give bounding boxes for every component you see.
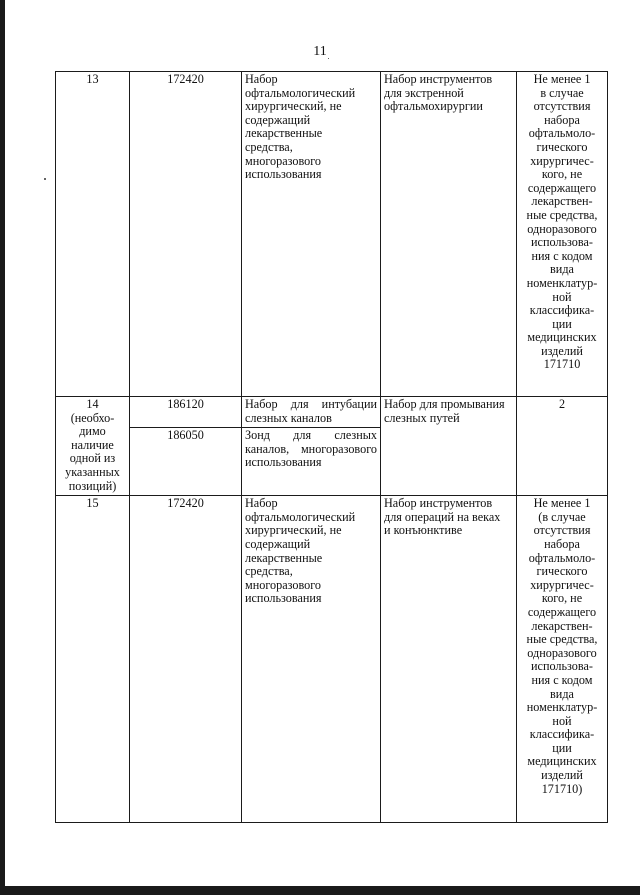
item-name: Набор офтальмологический хирургический, не содержащий лекарственные средства, многоразового использования xyxy=(242,496,381,823)
scan-edge-left xyxy=(0,0,5,895)
scan-edge-bottom xyxy=(0,886,640,895)
nomenclature-code: 186050 xyxy=(130,428,242,496)
nomenclature-code: 186120 xyxy=(130,397,242,428)
item-purpose: Набор инструментов для экстренной офтальмохирургии xyxy=(381,72,517,397)
item-quantity: 2 xyxy=(517,397,608,496)
item-name: Набор для интубации слезных каналов xyxy=(242,397,381,428)
item-quantity: Не менее 1 (в случае отсутствия набора офтальмоло- гического хирургичес- кого, не содержащего лекарствен- ные средства, одноразового использова- ния с кодом вида номенклатур- ной классифика- ции медицинских изделий 171710) xyxy=(517,496,608,823)
item-purpose: Набор для промывания слезных путей xyxy=(381,397,517,496)
row-number: 15 xyxy=(56,496,130,823)
table-row xyxy=(56,496,608,823)
nomenclature-code: 172420 xyxy=(130,496,242,823)
scan-speck xyxy=(44,178,46,180)
equipment-table xyxy=(55,71,608,823)
item-name: Зонд для слезных каналов, многоразового использования xyxy=(242,428,381,496)
table-row xyxy=(56,72,608,397)
page-number: 11 xyxy=(313,44,327,59)
table-row xyxy=(56,397,608,428)
row-number: 13 xyxy=(56,72,130,397)
nomenclature-code: 172420 xyxy=(130,72,242,397)
item-purpose: Набор инструментов для операций на веках и конъюнктиве xyxy=(381,496,517,823)
item-quantity: Не менее 1 в случае отсутствия набора офтальмоло- гического хирургичес- кого, не содержащего лекарствен- ные средства, одноразового использова- ния с кодом вида номенклатур- ной классифика- ции медицинских изделий 171710 xyxy=(517,72,608,397)
item-name: Набор офтальмологический хирургический, не содержащий лекарственные средства, многоразового использования xyxy=(242,72,381,397)
row-number: 14 (необхо- димо наличие одной из указанных позиций) xyxy=(56,397,130,496)
